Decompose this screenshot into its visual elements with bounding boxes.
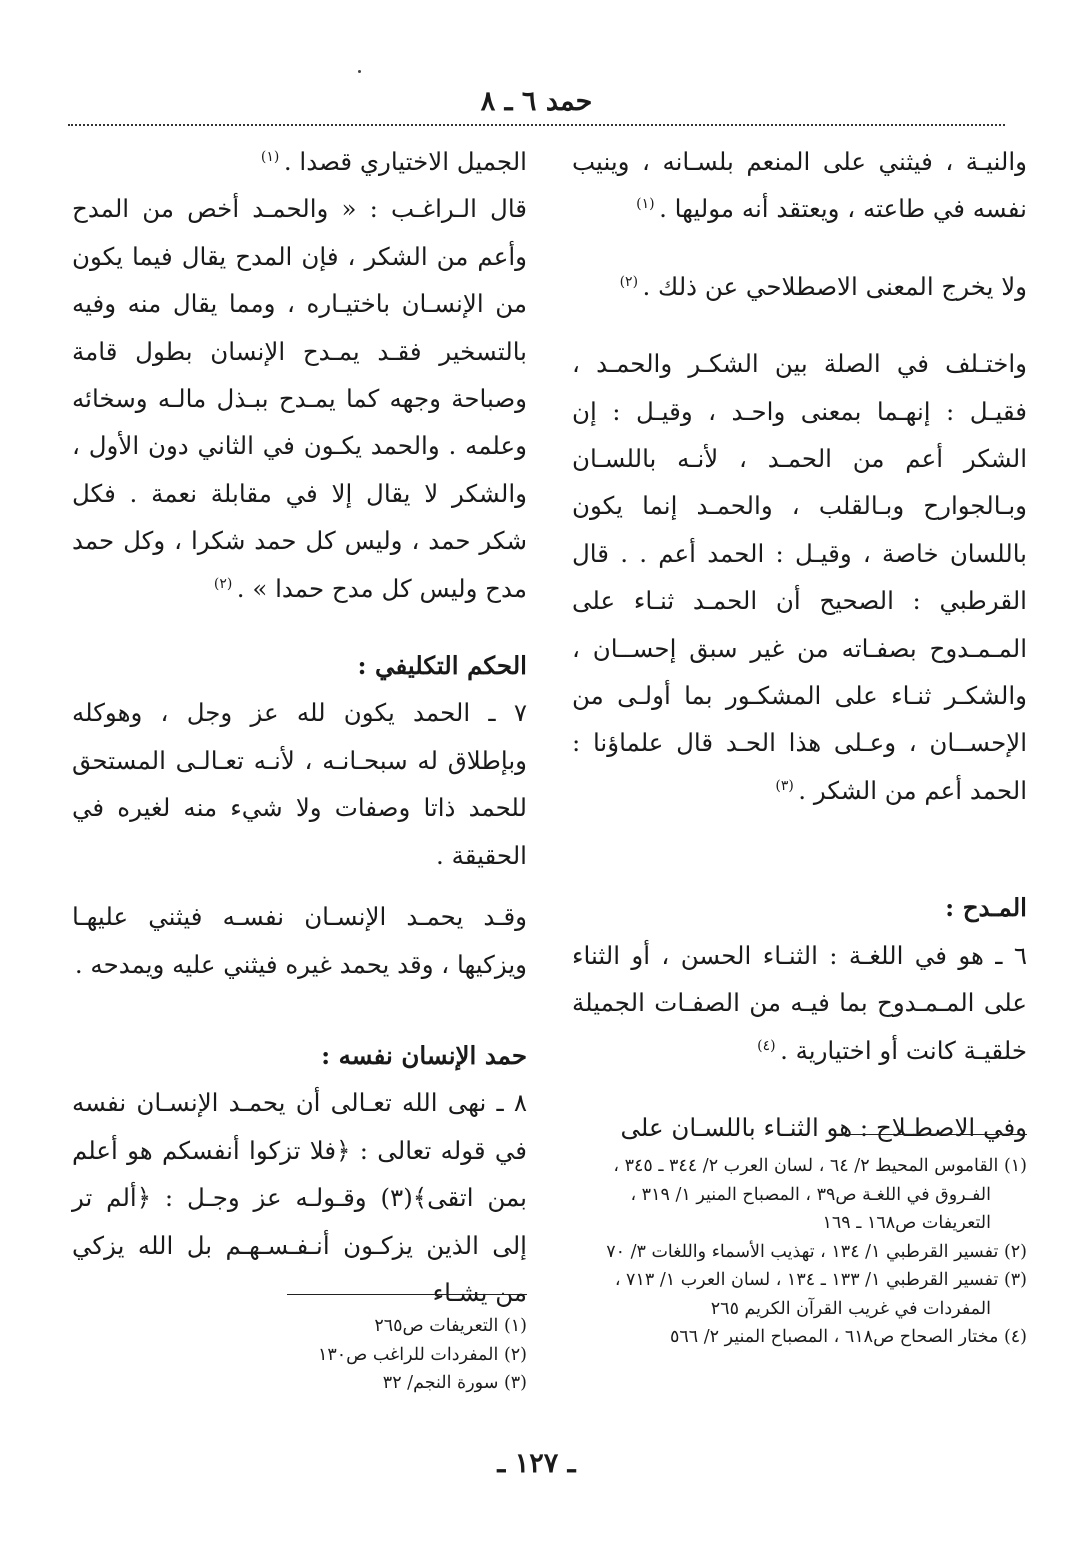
- footnote-text: تفسير القرطبي ١/ ١٣٣ ـ ١٣٤ ، لسان العرب ١/ ٧١٣ ،: [614, 1270, 1004, 1290]
- right-footnotes: [572, 1152, 1027, 1352]
- page-header: حمد ٦ ـ ٨: [480, 86, 593, 117]
- footnote-reference: (٢): [213, 575, 237, 592]
- footnote-reference: (٤): [757, 1037, 781, 1054]
- footnote: [572, 1323, 1027, 1352]
- left-column-paragraph: قال الـراغـب : « والحمـد أخص من المدح وأعم من الشكر ، فإن المدح يقال فيما يكون من الإنسـان باختيـاره ، ومما يقال منه وفيه بالتسخير فقـد يمـدح الإنسان بطول قامة وصباحة وجهه كما يمـدح ببـذل مالـه وسخائه وعلمه . والحمد يكـون في الثاني دون الأول ، والشكر لا يقال إلا في مقابلة نعمة . فكل شكر حمد ، وليس كل حمد شكرا ، وكل حمد مدح وليس كل مدح حمدا » . $^{(٢)}$: [72, 194, 527, 603]
- page-number: ـ ١٢٧ ـ: [497, 1448, 576, 1479]
- right-column-paragraph: ٦ ـ هو في اللغـة : الثنـاء الحسن ، أو الثناء على المـمـدوح بما فيـه من الصفـات الجميلة خلقيـة كانت أو اختيارية . $^{(٤)}$: [572, 940, 1027, 1065]
- left-column-heading: حمد الإنسان نفسه :: [321, 1040, 527, 1070]
- right-column-heading: المـدح :: [945, 893, 1027, 923]
- footnote-reference: (١): [636, 196, 660, 213]
- left-footnotes: [87, 1312, 527, 1398]
- left-column-paragraph: وقـد يحمـد الإنسـان نفسـه فيثني عليهـا ويزكيها ، وقد يحمد غيره فيثني عليه ويمدحه .: [72, 902, 527, 979]
- right-column-paragraph: ولا يخرج المعنى الاصطلاحي عن ذلك . $^{(٢)}$: [619, 271, 1027, 301]
- footnote-number: (٣): [1003, 1270, 1027, 1290]
- left-text-column: [72, 138, 527, 1316]
- header-dotted-rule: [68, 124, 1005, 126]
- page-speck: [358, 70, 361, 73]
- footnote: [572, 1266, 1027, 1295]
- footnote-reference: (١): [260, 148, 284, 165]
- footnote-text: المفردات للراغب ص١٣٠: [317, 1344, 504, 1365]
- footnote: [572, 1152, 1027, 1181]
- right-column-paragraph: واختـلف في الصلة بين الشكـر والحمـد ، فقيـل : إنهـما بمعنى واحـد ، وقيـل : إن الشكر أعم من الحمـد ، لأنـه باللسـان وبـالجوارح وبـالقلب ، والحمـد إنما يكون باللسان خاصة ، وقيـل : الحمد أعم . . قال القرطبي : الصحيح أن الحمـد ثنـاء على المـمـدوح بصفـاته من غير سبق إحســان ، والشكـر ثنـاء على المشكـور بما أولـى من الإحســان ، وعـلى هذا الحـد قال علماؤنا : الحمد أعم من الشكر . $^{(٣)}$: [572, 349, 1027, 805]
- left-column-paragraph: الجميل الاختياري قصدا . $^{(١)}$: [260, 147, 527, 176]
- footnote-number: (٤): [1003, 1327, 1027, 1347]
- footnote-text: سورة النجم/ ٣٢: [382, 1373, 504, 1393]
- footnote: [87, 1369, 527, 1398]
- footnote-continuation: الفـروق في اللغـة ص٣٩ ، المصباح المنير ١/ ٣١٩ ،: [630, 1184, 991, 1205]
- footnote-continuation: المفردات في غريب القرآن الكريم ٢٦٥: [710, 1298, 991, 1319]
- footnote-number: (١): [503, 1316, 527, 1336]
- footnote-text: تفسير القرطبي ١/ ١٣٤ ، تهذيب الأسماء واللغات ٣/ ٧٠: [606, 1241, 1004, 1262]
- footnote-reference: (٣): [775, 777, 799, 794]
- footnote: [87, 1312, 527, 1341]
- footnote-number: (١): [1003, 1156, 1027, 1176]
- footnote-reference: (٢): [619, 273, 643, 290]
- footnote-number: (٣): [503, 1373, 527, 1393]
- footnote-separator-left: [287, 1294, 527, 1295]
- footnote-text: القاموس المحيط ٢/ ٦٤ ، لسان العرب ٢/ ٣٤٤ ـ ٣٤٥ ،: [613, 1156, 1004, 1176]
- left-column-paragraph: ٨ ـ نهى الله تعـالى أن يحمـد الإنسـان نفسه في قوله تعالى : ﴿فلا تزكوا أنفسكم هو أعلم بمن اتقى﴾(٣) وقـولـه عز وجـل : ﴿ألم تر إلى الذين يزكـون أنـفـسـهـم بل الله يزكي من يشـاء: [72, 1088, 527, 1307]
- footnote-continuation: التعريفات ص١٦٨ ـ ١٦٩: [822, 1213, 991, 1233]
- footnote: [572, 1238, 1027, 1267]
- footnote-separator-right: [842, 1134, 1027, 1135]
- right-column-paragraph: والنيـة ، فيثني على المنعم بلسـانه ، وينيب نفسه في طاعته ، ويعتقد أنه موليها . $^{(١)}$: [572, 147, 1027, 224]
- footnote-number: (٢): [503, 1344, 527, 1365]
- left-column-heading: الحكم التكليفي :: [357, 651, 527, 681]
- right-text-column: [572, 138, 1027, 1151]
- right-column-paragraph: وفي الاصطـلاح : هو الثنـاء باللسـان على: [620, 1112, 1027, 1142]
- footnote: [87, 1341, 527, 1370]
- footnote-number: (٢): [1003, 1241, 1027, 1262]
- footnote-text: التعريفات ص٢٦٥: [374, 1316, 504, 1336]
- footnote-text: مختار الصحاح ص٦١٨ ، المصباح المنير ٢/ ٥٦٦: [669, 1327, 1004, 1347]
- left-column-paragraph: ٧ ـ الحمد يكون لله عز وجل ، وهوكله وبإطلاق له سبحـانـه ، لأنـه تعـالـى المستحق للحمد ذاتا وصفات ولا شيء منه لغيره في الحقيقة .: [72, 698, 527, 870]
